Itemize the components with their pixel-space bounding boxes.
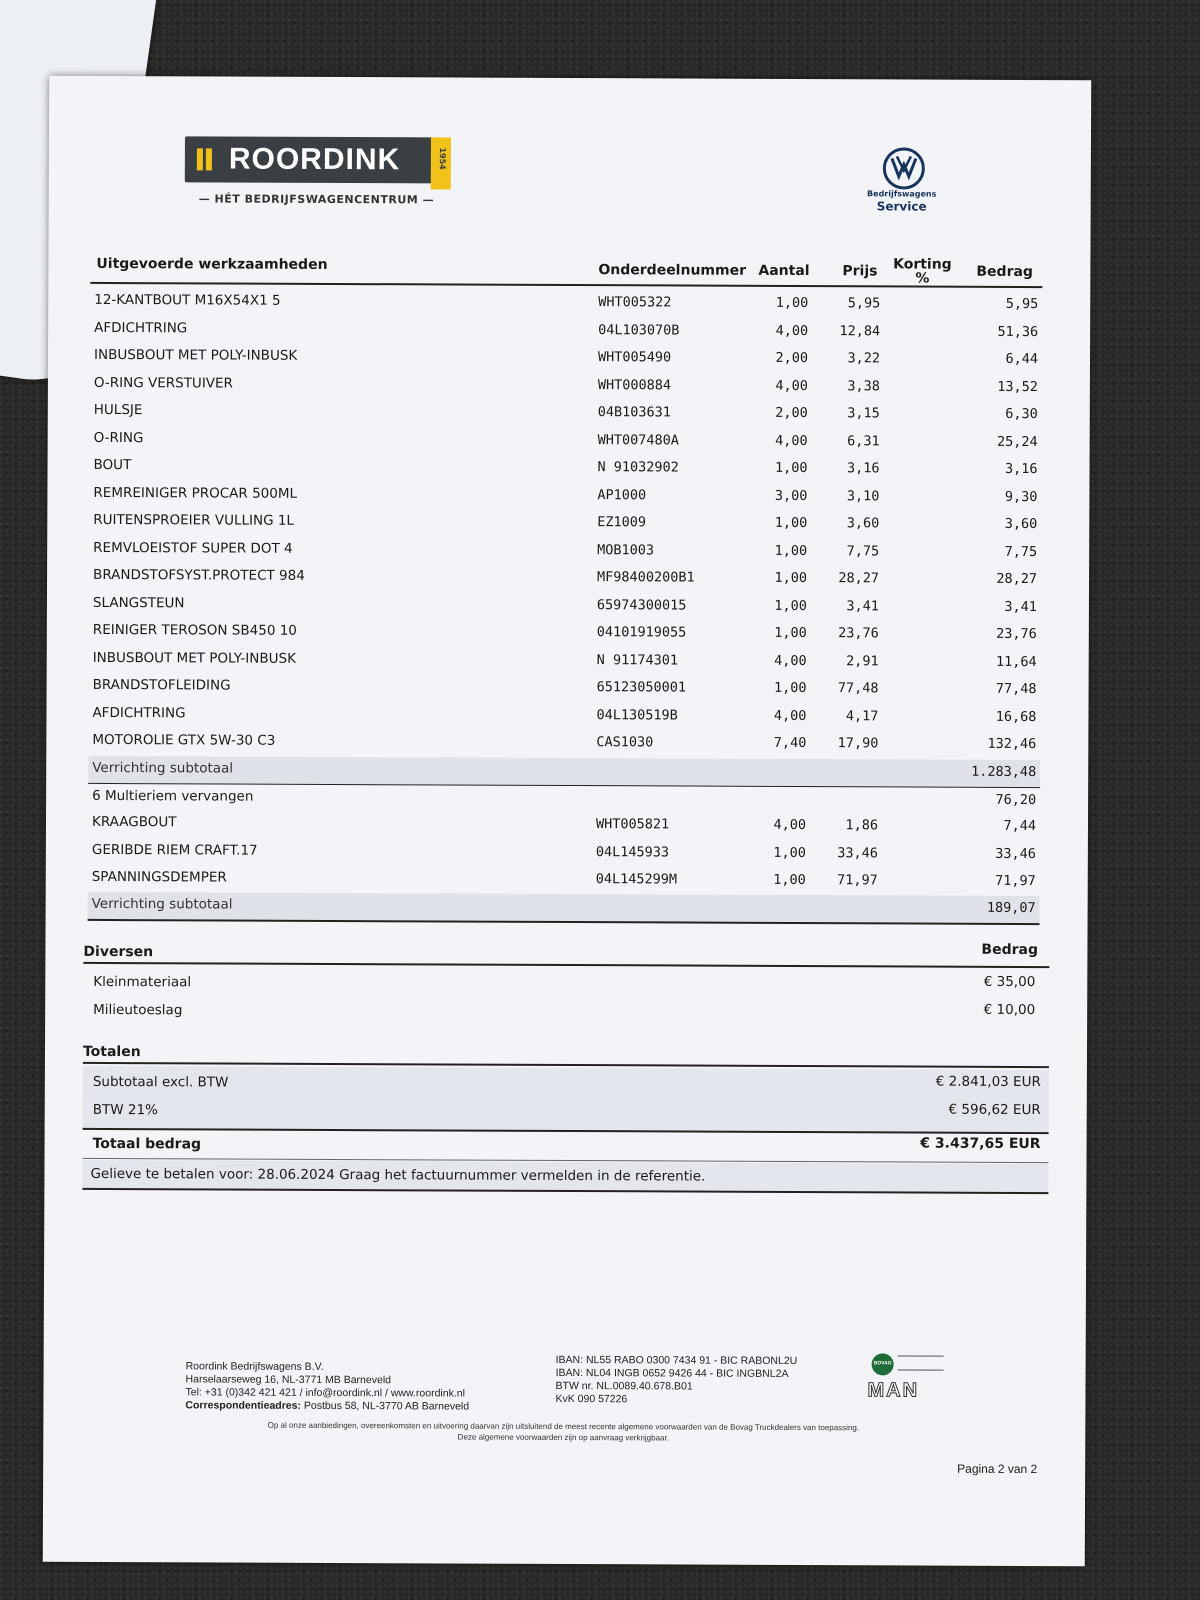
part-number: 04L103070B bbox=[598, 321, 680, 338]
line-amount: 3,41 bbox=[1004, 598, 1037, 615]
line-amount: 77,48 bbox=[995, 680, 1037, 698]
table-row bbox=[88, 810, 1040, 841]
table-row bbox=[90, 370, 1042, 401]
total-label: Totaal bedrag bbox=[92, 1135, 202, 1153]
col-desc-header: Uitgevoerde werkzaamheden bbox=[96, 255, 328, 273]
part-number: 04B103631 bbox=[597, 404, 671, 421]
quantity: 4,00 bbox=[775, 377, 808, 394]
subtotal-amount: 1.283,48 bbox=[971, 763, 1037, 781]
totals-title: Totalen bbox=[82, 1043, 141, 1061]
subtotal-row-1 bbox=[88, 756, 1040, 787]
iban-1: IBAN: NL55 RABO 0300 7434 91 - BIC RABONL2U bbox=[555, 1353, 798, 1368]
logo-bars-icon bbox=[197, 148, 223, 170]
unit-price: 28,27 bbox=[838, 570, 880, 587]
company-name: Roordink Bedrijfswagens B.V. bbox=[185, 1360, 324, 1373]
col-discount-header: Korting % bbox=[893, 256, 952, 287]
part-number: MOB1003 bbox=[597, 541, 655, 558]
part-number: WHT000884 bbox=[597, 376, 672, 393]
unit-price: 3,10 bbox=[846, 487, 880, 504]
table-row bbox=[89, 563, 1041, 594]
page-number: Pagina 2 van 2 bbox=[957, 1461, 1038, 1477]
logo-text: ROORDINK bbox=[228, 142, 401, 177]
payment-note: Gelieve te betalen voor: 28.06.2024 Graag het factuurnummer vermelden in de referentie. bbox=[90, 1165, 706, 1185]
diversen-rule bbox=[83, 962, 1049, 968]
col-price-header: Prijs bbox=[842, 263, 878, 280]
part-number: 65123050001 bbox=[596, 679, 687, 696]
quantity: 1,00 bbox=[774, 542, 808, 559]
line-amount: 9,30 bbox=[1004, 488, 1038, 505]
item-description: REMREINIGER PROCAR 500ML bbox=[93, 484, 298, 502]
table-row bbox=[90, 425, 1042, 456]
part-number: 04L145933 bbox=[595, 843, 670, 860]
item-description: REINIGER TEROSON SB450 10 bbox=[92, 621, 297, 639]
quantity: 1,00 bbox=[774, 569, 808, 587]
part-number: N 91174301 bbox=[596, 651, 679, 668]
part-number: 04L145299M bbox=[595, 871, 678, 888]
unit-price: 2,91 bbox=[846, 652, 879, 669]
table-row bbox=[89, 453, 1041, 484]
item-description: AFDICHTRING bbox=[94, 319, 188, 336]
quantity: 1,00 bbox=[774, 514, 808, 532]
quantity: 1,00 bbox=[774, 624, 807, 642]
item-description: HULSJE bbox=[93, 401, 143, 419]
btw-number: BTW nr. NL.0089.40.678.B01 bbox=[555, 1379, 693, 1393]
quantity: 4,00 bbox=[775, 432, 808, 449]
quantity: 4,00 bbox=[775, 322, 809, 339]
item-description: SPANNINGSDEMPER bbox=[91, 868, 227, 886]
unit-price: 33,46 bbox=[837, 844, 878, 861]
subtotal-label: Verrichting subtotaal bbox=[92, 759, 234, 777]
item-description: BRANDSTOFLEIDING bbox=[92, 676, 231, 694]
part-number: WHT005821 bbox=[595, 816, 670, 833]
line-amount: 28,27 bbox=[996, 570, 1038, 588]
bovag-logo-icon bbox=[872, 1353, 894, 1375]
line-amount: 71,97 bbox=[995, 872, 1036, 890]
bovag-line bbox=[898, 1369, 944, 1370]
unit-price: 5,95 bbox=[847, 295, 881, 312]
vw-service-label: Service bbox=[876, 199, 927, 214]
unit-price: 4,17 bbox=[845, 707, 879, 724]
line-amount: 11,64 bbox=[996, 653, 1037, 670]
quantity: 4,00 bbox=[774, 652, 807, 669]
unit-price: 6,31 bbox=[847, 432, 880, 449]
logo-badge-text: 1954 bbox=[437, 147, 447, 170]
part-number: 04L130519B bbox=[596, 706, 678, 723]
line-amount: 51,36 bbox=[997, 323, 1039, 340]
vw-sublabel: Bedrijfswagens bbox=[867, 189, 937, 199]
item-description: INBUSBOUT MET POLY-INBUSK bbox=[93, 346, 298, 364]
subtotal-label: Verrichting subtotaal bbox=[91, 895, 233, 913]
part-number: WHT007480A bbox=[597, 431, 679, 448]
line-amount: 16,68 bbox=[995, 708, 1037, 725]
subtotal-amount: 189,07 bbox=[986, 899, 1036, 917]
kvk-number: KvK 090 57226 bbox=[555, 1392, 628, 1406]
unit-price: 3,22 bbox=[847, 350, 881, 367]
item-description: O-RING VERSTUIVER bbox=[93, 374, 234, 392]
table-row bbox=[88, 728, 1040, 759]
line-amount: 132,46 bbox=[987, 735, 1037, 753]
quantity: 7,40 bbox=[773, 734, 807, 752]
item-description: 12-KANTBOUT M16X54X1 5 bbox=[94, 291, 281, 309]
quantity: 3,00 bbox=[774, 487, 808, 504]
subtotal-excl-label: Subtotaal excl. BTW bbox=[92, 1073, 229, 1091]
footer-bank-block bbox=[555, 1354, 797, 1407]
table-row bbox=[89, 480, 1041, 511]
company-address: Harselaarseweg 16, NL-3771 MB Barneveld bbox=[185, 1373, 392, 1387]
unit-price: 12,84 bbox=[839, 322, 881, 339]
item-description: REMVLOEISTOF SUPER DOT 4 bbox=[93, 539, 293, 557]
item-description: GERIBDE RIEM CRAFT.17 bbox=[91, 841, 258, 859]
diversen-item-amount: € 10,00 bbox=[983, 1001, 1036, 1019]
table-row bbox=[88, 837, 1040, 868]
line-amount: 6,30 bbox=[1005, 405, 1038, 423]
quantity: 1,00 bbox=[774, 459, 808, 477]
correspondence-address bbox=[185, 1399, 469, 1413]
table-row bbox=[89, 618, 1041, 649]
quantity: 1,00 bbox=[774, 597, 807, 614]
company-contact: Tel: +31 (0)342 421 421 / info@roordink.nl / www.roordink.nl bbox=[185, 1386, 465, 1400]
unit-price: 71,97 bbox=[837, 872, 878, 889]
logo-badge bbox=[431, 137, 451, 189]
col-amount-header: Bedrag bbox=[976, 263, 1033, 281]
terms-line-1: Op al onze aanbiedingen, overeenkomsten en uitvoering daarvan zijn uitsluitend de meest recente algemene voorwaarden van de Bovag Truckdealers van toepassing. bbox=[267, 1420, 860, 1433]
item-description: INBUSBOUT MET POLY-INBUSK bbox=[92, 649, 296, 667]
item-description: MOTOROLIE GTX 5W-30 C3 bbox=[92, 731, 276, 749]
table-row bbox=[90, 398, 1042, 429]
col-qty-header: Aantal bbox=[758, 262, 810, 280]
line-amount: 3,16 bbox=[1004, 460, 1038, 478]
man-logo: MAN bbox=[867, 1379, 920, 1402]
roordink-logo bbox=[185, 136, 435, 183]
line-amount: 25,24 bbox=[996, 433, 1038, 450]
part-number: EZ1009 bbox=[597, 514, 647, 531]
bovag-line bbox=[898, 1355, 944, 1356]
line-amount: 3,60 bbox=[1004, 515, 1038, 533]
vat-label: BTW 21% bbox=[92, 1101, 158, 1119]
quantity: 2,00 bbox=[775, 349, 809, 367]
invoice-page bbox=[43, 76, 1091, 1567]
table-row bbox=[89, 645, 1041, 676]
unit-price: 17,90 bbox=[837, 735, 879, 752]
logo-tagline: — HÉT BEDRIJFSWAGENCENTRUM — bbox=[198, 192, 435, 207]
bovag-logo-text: BOVAG bbox=[873, 1360, 892, 1367]
unit-price: 1,86 bbox=[845, 817, 879, 834]
line-amount: 33,46 bbox=[995, 845, 1036, 862]
line-amount: 23,76 bbox=[996, 625, 1037, 643]
job-amount: 76,20 bbox=[995, 791, 1037, 809]
unit-price: 77,48 bbox=[837, 680, 879, 697]
quantity: 1,00 bbox=[773, 844, 806, 861]
part-number: AP1000 bbox=[597, 486, 647, 503]
footer-company-block bbox=[185, 1360, 469, 1413]
table-row bbox=[89, 673, 1041, 704]
table-row bbox=[88, 700, 1040, 731]
unit-price: 3,41 bbox=[846, 597, 879, 614]
item-description: AFDICHTRING bbox=[92, 704, 186, 721]
item-description: O-RING bbox=[93, 429, 144, 446]
table-row bbox=[90, 315, 1042, 346]
item-description: KRAAGBOUT bbox=[91, 813, 177, 831]
part-number: WHT005490 bbox=[597, 349, 672, 366]
unit-price: 3,16 bbox=[846, 460, 880, 477]
table-row bbox=[89, 535, 1041, 566]
diversen-item-amount: € 35,00 bbox=[983, 973, 1036, 991]
quantity: 1,00 bbox=[775, 294, 809, 312]
subtotal-row-2 bbox=[88, 892, 1040, 923]
quantity: 1,00 bbox=[773, 871, 806, 889]
quantity: 1,00 bbox=[774, 679, 807, 697]
part-number: 04101919055 bbox=[596, 624, 687, 641]
line-amount: 6,44 bbox=[1005, 350, 1039, 368]
unit-price: 3,38 bbox=[847, 377, 880, 394]
diversen-item-label: Kleinmateriaal bbox=[93, 973, 192, 991]
vat-value: € 596,62 EUR bbox=[948, 1101, 1041, 1119]
quantity: 2,00 bbox=[775, 404, 808, 422]
diversen-amount-header: Bedrag bbox=[981, 941, 1039, 959]
part-number: MF98400200B1 bbox=[597, 569, 695, 586]
item-description: BOUT bbox=[93, 456, 132, 474]
unit-price: 7,75 bbox=[846, 542, 880, 559]
unit-price: 3,60 bbox=[846, 515, 880, 532]
line-amount: 7,75 bbox=[1004, 543, 1038, 560]
part-number: CAS1030 bbox=[596, 734, 654, 751]
part-number: WHT005322 bbox=[598, 294, 672, 311]
item-description: SLANGSTEUN bbox=[92, 594, 185, 611]
quantity: 4,00 bbox=[773, 816, 807, 834]
part-number: 65974300015 bbox=[596, 596, 687, 614]
table-row bbox=[89, 590, 1041, 621]
table-row bbox=[88, 865, 1040, 896]
table-row bbox=[90, 343, 1042, 374]
line-amount: 13,52 bbox=[997, 378, 1038, 395]
table-row bbox=[90, 288, 1042, 319]
table-row bbox=[89, 508, 1041, 539]
quantity: 4,00 bbox=[773, 707, 807, 724]
col-part-header: Onderdeelnummer bbox=[598, 262, 747, 279]
diversen-item-label: Milieutoeslag bbox=[93, 1001, 183, 1019]
terms-line-2: Deze algemene voorwaarden zijn op aanvraag verkrijgbaar. bbox=[457, 1432, 669, 1443]
iban-2: IBAN: NL04 INGB 0652 9426 44 - BIC INGBNL2A bbox=[555, 1366, 789, 1380]
item-description: BRANDSTOFSYST.PROTECT 984 bbox=[93, 566, 305, 584]
diversen-title: Diversen bbox=[83, 943, 154, 961]
correspondence-value: Postbus 58, NL-3770 AB Barneveld bbox=[303, 1399, 470, 1413]
line-amount: 5,95 bbox=[1005, 295, 1039, 313]
unit-price: 3,15 bbox=[847, 405, 880, 422]
part-number: N 91032902 bbox=[597, 459, 679, 476]
item-description: RUITENSPROEIER VULLING 1L bbox=[93, 511, 294, 529]
vw-logo-icon bbox=[883, 147, 925, 189]
line-amount: 7,44 bbox=[1003, 817, 1037, 835]
subtotal-excl-value: € 2.841,03 EUR bbox=[935, 1073, 1041, 1091]
job-label: 6 Multieriem vervangen bbox=[92, 787, 254, 805]
correspondence-label: Correspondentieadres: bbox=[185, 1399, 302, 1412]
total-value: € 3.437,65 EUR bbox=[920, 1135, 1041, 1153]
unit-price: 23,76 bbox=[838, 625, 879, 642]
